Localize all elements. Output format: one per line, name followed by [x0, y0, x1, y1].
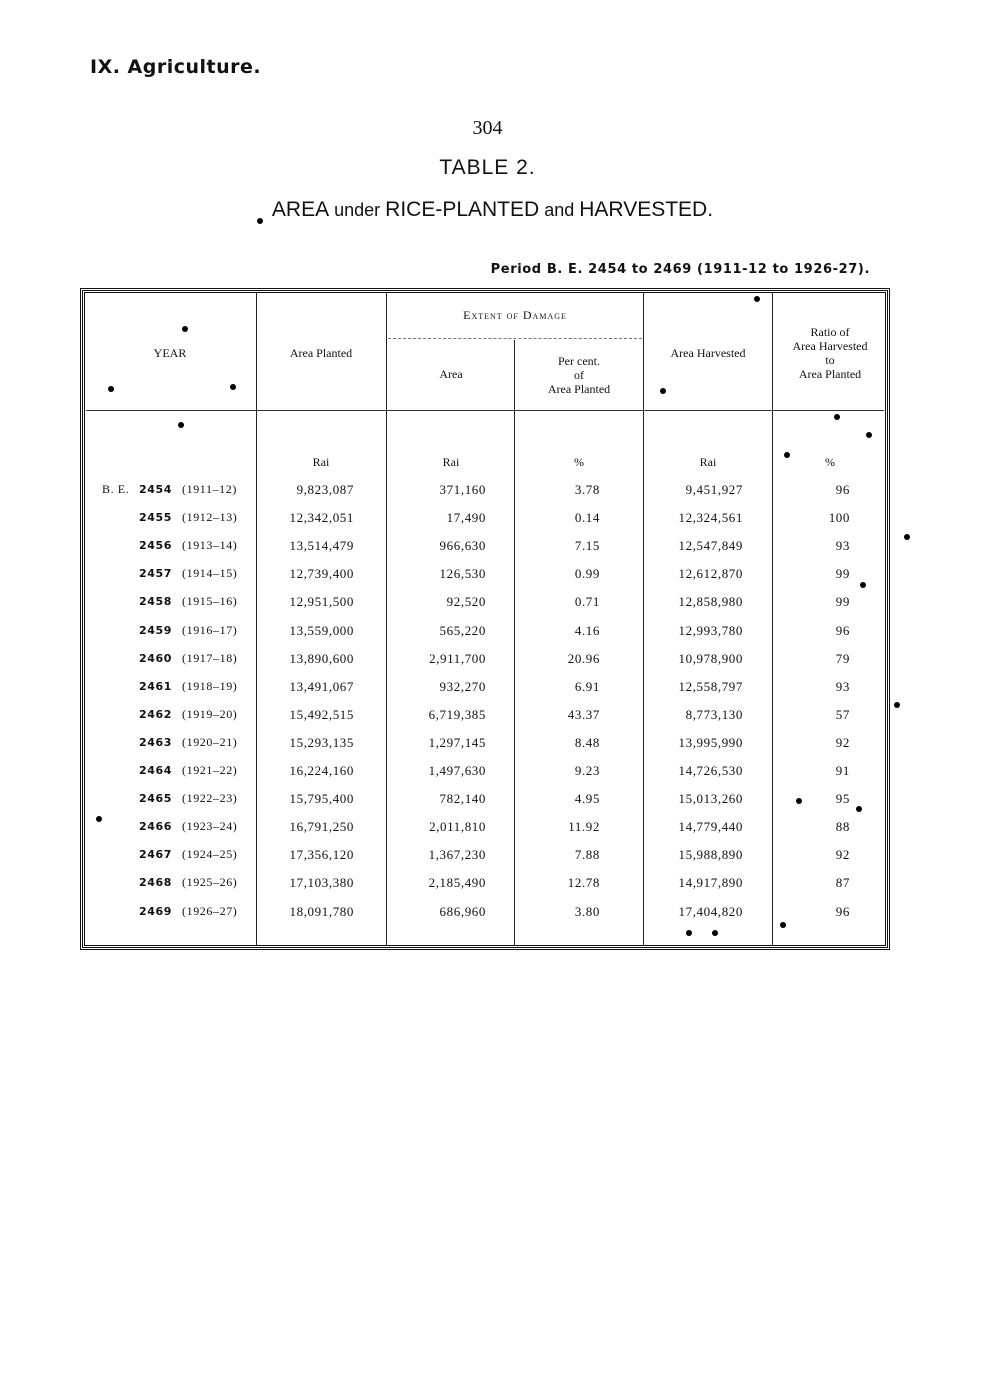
damage-area-value: 686,960: [439, 903, 486, 919]
table-row: [0, 735, 1000, 763]
area-harvested-value: 13,995,990: [678, 734, 743, 750]
year-span: (1920–21): [182, 734, 238, 749]
year-span: (1918–19): [182, 678, 238, 693]
scan-speck: [660, 388, 666, 394]
ratio-value: 88: [835, 819, 850, 835]
era-prefix: B. E.: [102, 482, 130, 496]
damage-area-value: 2,911,700: [429, 650, 486, 666]
scan-speck: [784, 452, 790, 458]
header-rule: [388, 338, 642, 339]
ratio-value: 93: [835, 678, 850, 694]
scan-speck: [96, 816, 102, 822]
damage-area-value: 966,630: [439, 538, 486, 554]
title-area: AREA: [271, 198, 330, 221]
area-harvested-value: 12,324,561: [678, 510, 743, 526]
ratio-value: 96: [835, 622, 850, 638]
per-cent-line3: Area Planted: [547, 382, 611, 396]
title-harvested: HARVESTED.: [579, 198, 714, 221]
area-planted-value: 15,795,400: [289, 791, 354, 807]
scan-speck: [834, 414, 840, 420]
ratio-line2: Area Harvested: [792, 339, 868, 353]
table-row: [0, 594, 1000, 622]
scan-speck: [182, 326, 188, 332]
scan-speck: [230, 384, 236, 390]
year-span: (1914–15): [182, 566, 238, 581]
scan-speck: [257, 218, 263, 224]
table-row: [0, 819, 1000, 847]
area-planted-value: 15,293,135: [289, 734, 354, 750]
scan-speck: [796, 798, 802, 804]
ratio-line3: to: [825, 353, 835, 367]
year-span: (1924–25): [182, 847, 238, 862]
year-be: 2459: [139, 623, 173, 637]
scan-speck: [108, 386, 114, 392]
area-harvested-value: 14,726,530: [678, 763, 743, 778]
area-planted-value: 13,491,067: [289, 678, 354, 694]
header-rule: [86, 410, 884, 411]
scan-speck: [894, 702, 900, 708]
unit-ratio: %: [825, 455, 835, 469]
per-cent-line1: Per cent.: [558, 354, 600, 368]
year-be: 2462: [139, 707, 173, 721]
area-harvested-value: 10,978,900: [678, 650, 743, 666]
damage-area-value: 126,530: [439, 566, 486, 582]
header-year: YEAR: [153, 346, 187, 360]
year-span: (1915–16): [182, 594, 238, 609]
ratio-value: 99: [835, 566, 850, 582]
table-row: [0, 679, 1000, 707]
area-planted-value: 13,514,479: [289, 538, 354, 554]
damage-area-value: 1,497,630: [428, 763, 486, 778]
ratio-value: 99: [835, 594, 850, 610]
ratio-value: 92: [835, 734, 850, 750]
damage-area-value: 782,140: [439, 791, 486, 807]
scan-speck: [754, 296, 760, 302]
table-row: [0, 566, 1000, 594]
table-row: [0, 791, 1000, 819]
damage-per-cent-value: 4.16: [574, 622, 600, 638]
damage-area-value: 1,297,145: [428, 734, 486, 750]
title-and: and: [539, 200, 580, 220]
year-be: 2460: [139, 651, 173, 665]
year-span: (1926–27): [182, 903, 238, 918]
header-per-cent: [516, 354, 642, 396]
table-row: [0, 707, 1000, 735]
table-row: [0, 623, 1000, 651]
table-row: [0, 510, 1000, 538]
ratio-value: 95: [835, 791, 850, 807]
damage-area-value: 932,270: [439, 678, 486, 694]
damage-per-cent-value: 3.80: [574, 903, 600, 919]
table-row: [0, 538, 1000, 566]
header-damage-area: Area: [439, 367, 463, 381]
damage-per-cent-value: 4.95: [574, 791, 600, 807]
ratio-value: 100: [828, 510, 850, 526]
damage-area-value: 17,490: [446, 510, 486, 526]
damage-per-cent-value: 0.71: [574, 594, 600, 610]
year-span: (1911–12): [182, 482, 237, 496]
ratio-value: 96: [835, 903, 850, 919]
area-planted-value: 16,791,250: [289, 819, 354, 835]
damage-area-value: 2,011,810: [429, 819, 486, 835]
unit-harvested: Rai: [699, 455, 717, 469]
year-be: 2468: [139, 876, 173, 890]
area-planted-value: 18,091,780: [289, 903, 354, 919]
damage-area-value: 371,160: [439, 482, 486, 497]
year-be: 2464: [139, 764, 173, 777]
area-harvested-value: 17,404,820: [678, 903, 743, 919]
year-be: 2458: [139, 595, 173, 609]
year-span: (1916–17): [182, 622, 238, 637]
damage-per-cent-value: 11.92: [568, 819, 600, 835]
year-be: 2454: [139, 483, 173, 496]
ratio-line4: Area Planted: [798, 367, 862, 381]
area-planted-value: 17,103,380: [289, 875, 354, 891]
header-extent-of-damage: Extent of Damage: [463, 308, 567, 322]
ratio-line1: Ratio of: [810, 325, 850, 339]
year-span: (1922–23): [182, 791, 238, 806]
damage-area-value: 1,367,230: [428, 847, 486, 863]
page-number: 304: [472, 117, 503, 139]
damage-per-cent-value: 20.96: [567, 650, 600, 666]
title-rice-planted: RICE-PLANTED: [385, 198, 540, 221]
damage-per-cent-value: 3.78: [574, 482, 600, 497]
unit-planted: Rai: [312, 455, 330, 469]
area-harvested-value: 12,612,870: [678, 566, 743, 582]
table-row: [0, 482, 1000, 510]
year-be: 2465: [139, 792, 173, 806]
area-harvested-value: 12,558,797: [678, 678, 743, 694]
table-subject-title: [0, 198, 985, 222]
year-be: 2469: [139, 904, 173, 918]
damage-per-cent-value: 7.88: [574, 847, 600, 863]
area-harvested-value: 8,773,130: [685, 706, 743, 722]
year-span: (1921–22): [182, 763, 238, 777]
area-planted-value: 15,492,515: [289, 706, 354, 722]
ratio-value: 87: [835, 875, 850, 891]
area-planted-value: 13,559,000: [289, 622, 354, 638]
year-span: (1923–24): [182, 819, 238, 834]
table-row: [0, 763, 1000, 791]
table-row: [0, 904, 1000, 932]
damage-area-value: 6,719,385: [428, 706, 486, 722]
header-area-harvested: Area Harvested: [670, 346, 746, 360]
year-be: 2456: [139, 539, 173, 553]
ratio-value: 92: [835, 847, 850, 863]
scan-speck: [904, 534, 910, 540]
scan-speck: [686, 930, 692, 936]
year-be: 2455: [139, 511, 173, 525]
ratio-value: 96: [835, 482, 850, 497]
area-planted-value: 12,739,400: [289, 566, 354, 582]
scan-speck: [856, 806, 862, 812]
ratio-value: 93: [835, 538, 850, 554]
damage-per-cent-value: 0.14: [574, 510, 600, 526]
year-span: (1925–26): [182, 875, 238, 890]
scan-speck: [178, 422, 184, 428]
damage-area-value: 2,185,490: [428, 875, 486, 891]
area-planted-value: 17,356,120: [289, 847, 354, 863]
area-planted-value: 13,890,600: [289, 650, 354, 666]
per-cent-line2: of: [574, 368, 584, 382]
area-planted-value: 16,224,160: [289, 763, 354, 778]
unit-per-cent: %: [574, 455, 584, 469]
area-planted-value: 9,823,087: [296, 482, 354, 497]
year-be: 2463: [139, 735, 173, 749]
table-row: [0, 847, 1000, 875]
damage-per-cent-value: 0.99: [574, 566, 600, 582]
header-ratio: [774, 325, 886, 381]
damage-per-cent-value: 43.37: [567, 706, 600, 722]
header-area-planted: Area Planted: [289, 346, 353, 360]
year-span: (1912–13): [182, 510, 238, 525]
ratio-value: 79: [835, 650, 850, 666]
damage-area-value: 92,520: [446, 594, 486, 610]
area-harvested-value: 12,547,849: [678, 538, 743, 554]
table-row: [0, 651, 1000, 679]
year-be: 2466: [139, 820, 173, 834]
area-planted-value: 12,342,051: [289, 510, 354, 526]
damage-area-value: 565,220: [439, 622, 486, 638]
unit-damage-area: Rai: [442, 455, 460, 469]
ratio-value: 91: [835, 763, 850, 778]
year-span: (1917–18): [182, 650, 238, 665]
area-harvested-value: 14,779,440: [678, 819, 743, 835]
area-harvested-value: 9,451,927: [685, 482, 743, 497]
damage-per-cent-value: 12.78: [567, 875, 600, 891]
year-be: 2457: [139, 567, 173, 581]
table-label: TABLE 2.: [439, 156, 536, 179]
period-line: Period B. E. 2454 to 2469 (1911-12 to 1926-27).: [490, 262, 870, 277]
area-harvested-value: 15,013,260: [678, 791, 743, 807]
area-planted-value: 12,951,500: [289, 594, 354, 610]
scan-speck: [712, 930, 718, 936]
ratio-value: 57: [835, 706, 850, 722]
section-heading: IX. Agriculture.: [90, 56, 262, 78]
year-be: 2461: [139, 679, 173, 693]
title-under: under: [329, 200, 386, 220]
area-harvested-value: 14,917,890: [678, 875, 743, 891]
scan-speck: [860, 582, 866, 588]
area-harvested-value: 15,988,890: [678, 847, 743, 863]
year-span: (1913–14): [182, 538, 238, 553]
area-harvested-value: 12,993,780: [678, 622, 743, 638]
year-span: (1919–20): [182, 706, 238, 721]
damage-per-cent-value: 7.15: [574, 538, 600, 554]
scan-speck: [866, 432, 872, 438]
damage-per-cent-value: 8.48: [574, 734, 600, 750]
year-be: 2467: [139, 848, 173, 862]
damage-per-cent-value: 6.91: [574, 678, 600, 694]
area-harvested-value: 12,858,980: [678, 594, 743, 610]
table-row: [0, 875, 1000, 903]
scan-speck: [780, 922, 786, 928]
damage-per-cent-value: 9.23: [574, 763, 600, 778]
